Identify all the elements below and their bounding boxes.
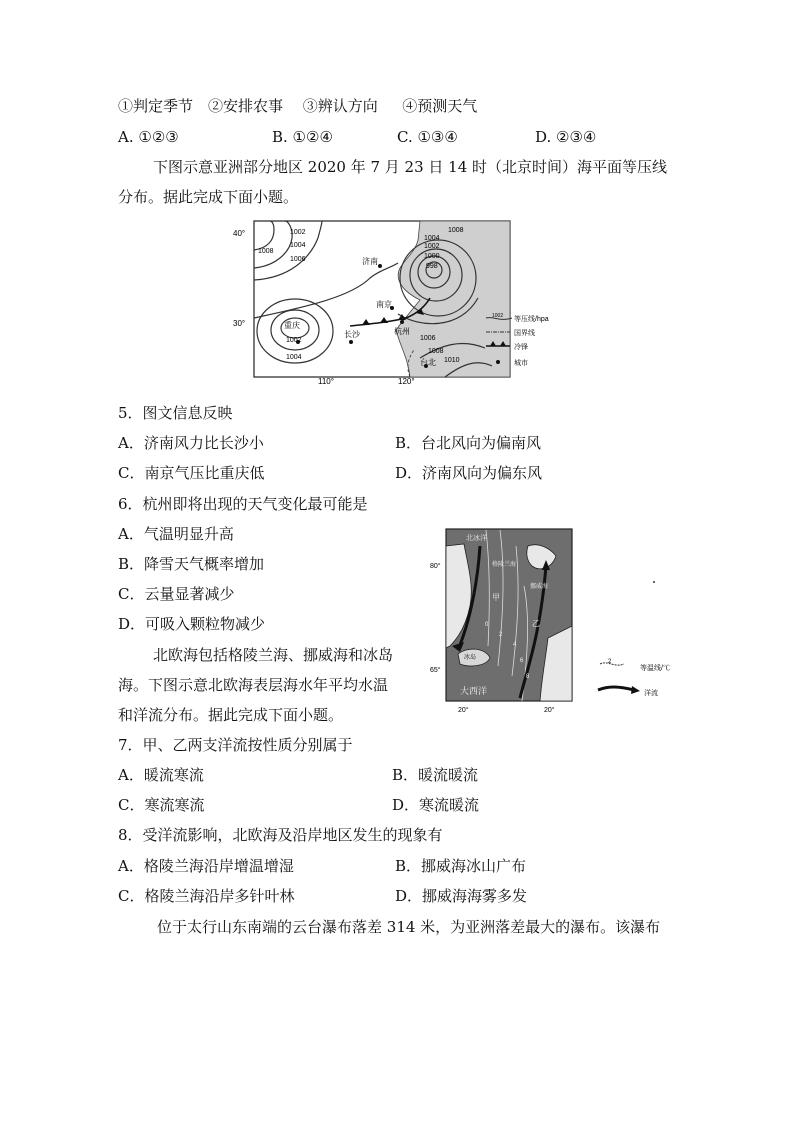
q7-stem: 7．甲、乙两支洋流按性质分别属于: [118, 736, 353, 754]
contour-label: 8: [526, 674, 530, 680]
contour-label: 4: [513, 642, 517, 648]
isobar-label: 1006: [290, 256, 306, 263]
intro1-line2: 分布。据此完成下面小题。: [118, 188, 299, 206]
label-yi: 乙: [532, 619, 540, 628]
legend-border: 国界线: [514, 330, 535, 337]
isobar-label: 1008: [448, 227, 464, 234]
lon-110-label: 110°: [318, 377, 334, 384]
q8-option-b: B．挪威海冰山广布: [395, 857, 527, 875]
legend-current: 洋流: [644, 690, 658, 697]
label-iceland: 冰岛: [464, 655, 477, 661]
label-arctic: 北冰洋: [466, 535, 487, 542]
legend-isobar-sample: 1002: [492, 313, 504, 319]
q4-option-a: A. ①②③: [118, 128, 179, 146]
label-jia: 甲: [492, 593, 500, 602]
q8-option-a: A．格陵兰海沿岸增温增湿: [118, 857, 294, 875]
city-jinan: 济南: [362, 257, 378, 266]
lon-20w-label: 20°: [458, 707, 469, 714]
q7-option-c: C．寒流寒流: [118, 796, 205, 814]
city-taibei: 台北: [420, 358, 436, 367]
legend-city: 城市: [514, 360, 528, 367]
intro1-line1: 下图示意亚洲部分地区 2020 年 7 月 23 日 14 时（北京时间）海平面等压线: [153, 158, 668, 176]
isobar-map: [230, 218, 570, 384]
legend-isobar: 等压线/hpa: [514, 316, 549, 323]
q6-option-a: A．气温明显升高: [118, 525, 234, 543]
contour-label: 6: [520, 658, 524, 664]
q4-option-c: C. ①③④: [397, 128, 458, 146]
legend-cold-front: 冷锋: [514, 344, 528, 351]
isobar-label: 1004: [424, 235, 440, 242]
intro3-line1: 位于太行山东南端的云台瀑布落差 314 米，为亚洲落差最大的瀑布。该瀑布: [157, 918, 661, 936]
legend-isotherm: 等温线/℃: [640, 665, 670, 672]
city-changsha: 长沙: [344, 330, 360, 339]
q6-option-d: D．可吸入颗粒物减少: [118, 615, 266, 633]
q7-option-b: B．暖流暖流: [392, 766, 479, 784]
city-hangzhou: 杭州: [394, 327, 410, 336]
isobar-label: 1000: [424, 253, 440, 260]
isobar-label: 1008: [258, 248, 274, 255]
intro2-line2: 海。下图示意北欧海表层海水年平均水温: [118, 676, 389, 694]
q8-option-c: C．格陵兰海沿岸多针叶林: [118, 887, 295, 905]
q4-option-b: B. ①②④: [272, 128, 333, 146]
q5-option-c: C．南京气压比重庆低: [118, 464, 265, 482]
label-atlantic: 大西洋: [460, 686, 488, 696]
contour-label: 2: [499, 632, 503, 638]
isobar-label: 1004: [286, 354, 302, 361]
q5-stem: 5．图文信息反映: [118, 404, 233, 422]
isobar-label: 1002: [424, 243, 440, 250]
isobar-label: 998: [426, 263, 438, 270]
legend-isotherm-sample: 2: [608, 659, 612, 665]
lon-120-label: 120°: [398, 377, 415, 384]
nordic-seas-map: [428, 526, 718, 718]
lat-30-label: 30°: [233, 319, 246, 328]
city-nanjing: 南京: [376, 300, 392, 309]
isobar-label: 1006: [420, 335, 436, 342]
q6-stem: 6．杭州即将出现的天气变化最可能是: [118, 495, 368, 513]
isobar-label: 1008: [428, 348, 444, 355]
q5-option-b: B．台北风向为偏南风: [395, 434, 542, 452]
lat-80-label: 80°: [430, 563, 441, 570]
contour-label: 0: [485, 622, 489, 628]
city-chongqing: 重庆: [284, 321, 300, 330]
isobar-label: 1002: [290, 229, 306, 236]
isobar-label: 1004: [290, 242, 306, 249]
q4-option-d: D. ②③④: [535, 128, 597, 146]
q5-option-d: D．济南风向为偏东风: [395, 464, 543, 482]
q4-items: ①判定季节 ②安排农事 ③辨认方向 ④预测天气: [118, 97, 478, 115]
label-norwegian-sea: 挪威海: [530, 584, 549, 590]
intro2-line3: 和洋流分布。据此完成下面小题。: [118, 706, 344, 724]
q7-option-a: A．暖流寒流: [118, 766, 204, 784]
q8-stem: 8．受洋流影响，北欧海及沿岸地区发生的现象有: [118, 826, 443, 844]
isobar-label: 1002: [286, 337, 302, 344]
q6-option-b: B．降雪天气概率增加: [118, 555, 265, 573]
q7-option-d: D．寒流暖流: [392, 796, 480, 814]
isobar-label: 1010: [444, 357, 460, 364]
q8-option-d: D．挪威海海雾多发: [395, 887, 528, 905]
q5-option-a: A．济南风力比长沙小: [118, 434, 264, 452]
lat-40-label: 40°: [233, 229, 246, 238]
label-greenland-sea: 格陵兰海: [492, 562, 517, 568]
intro2-line1: 北欧海包括格陵兰海、挪威海和冰岛: [153, 646, 394, 664]
lon-20e-label: 20°: [544, 707, 555, 714]
lat-65-label: 65°: [430, 667, 441, 674]
q6-option-c: C．云量显著减少: [118, 585, 235, 603]
